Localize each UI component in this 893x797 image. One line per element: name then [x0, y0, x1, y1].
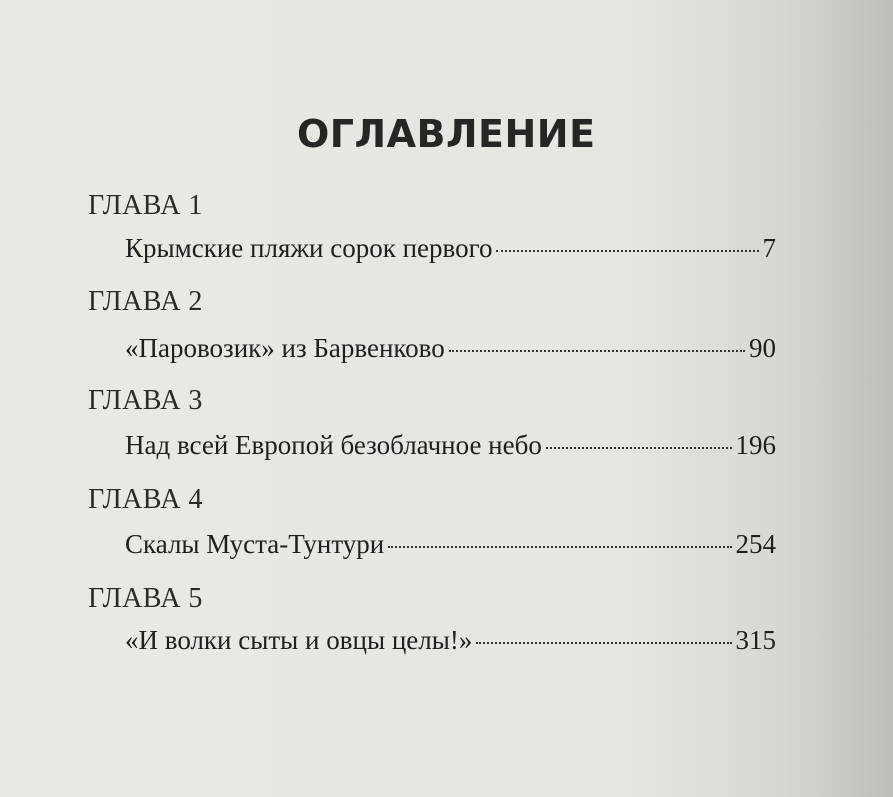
- chapter-label-3: ГЛАВА 3: [88, 385, 203, 416]
- toc-entry-title: Крымские пляжи сорок первого: [125, 233, 493, 263]
- toc-entry-title: «И волки сыты и овцы целы!»: [125, 625, 473, 655]
- toc-entry-title: Над всей Европой безоблачное небо: [125, 430, 542, 460]
- chapter-label-5: ГЛАВА 5: [88, 583, 203, 614]
- toc-entry-title: «Паровозик» из Барвенково: [125, 333, 445, 363]
- toc-entry-page: 7: [762, 233, 776, 263]
- leader-dots: [476, 642, 731, 644]
- toc-entry-2[interactable]: [125, 333, 776, 364]
- toc-entry-4[interactable]: [125, 529, 776, 560]
- leader-dots: [449, 350, 745, 352]
- toc-entry-title: Скалы Муста-Тунтури: [125, 529, 385, 559]
- toc-entry-5[interactable]: [125, 625, 776, 656]
- toc-entry-1[interactable]: [125, 233, 776, 264]
- toc-entry-3[interactable]: [125, 430, 776, 461]
- toc-entry-page: 254: [735, 529, 776, 559]
- toc-entry-page: 315: [735, 625, 776, 655]
- leader-dots: [388, 546, 731, 548]
- toc-heading: ОГЛАВЛЕНИЕ: [297, 112, 596, 156]
- chapter-label-2: ГЛАВА 2: [88, 286, 203, 317]
- toc-entry-page: 90: [749, 333, 776, 363]
- chapter-label-4: ГЛАВА 4: [88, 484, 203, 515]
- toc-entry-page: 196: [735, 430, 776, 460]
- chapter-label-1: ГЛАВА 1: [88, 190, 203, 221]
- leader-dots: [546, 447, 732, 449]
- leader-dots: [496, 250, 758, 252]
